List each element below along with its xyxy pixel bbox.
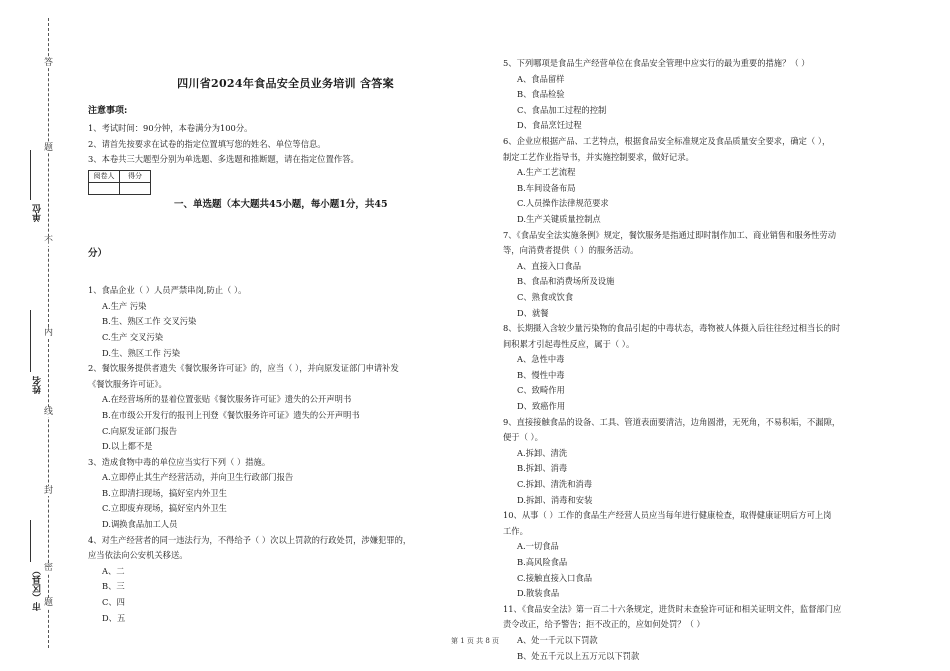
name-label: 姓名	[33, 376, 43, 394]
score-header: 得分	[120, 170, 151, 182]
margin-char-da: 答	[44, 58, 54, 68]
question-stem: 3、造成食物中毒的单位应当实行下列（ ）措施。	[88, 456, 271, 467]
notice-item: 2、请首先按要求在试卷的指定位置填写您的姓名、单位等信息。	[88, 138, 326, 149]
answer-option[interactable]: C、熟食或饮食	[517, 291, 574, 302]
answer-option[interactable]: C.生产 交叉污染	[102, 331, 164, 342]
notice-item: 3、本卷共三大题型分别为单选题、多选题和推断题，请在指定位置作答。	[88, 154, 359, 165]
question-stem: 6、企业应根据产品、工艺特点，根据食品安全标准规定及食品质量安全要求，确定（ ），	[503, 135, 831, 146]
answer-option[interactable]: A、直接入口食品	[517, 260, 582, 271]
answer-option[interactable]: A、处一千元以下罚款	[517, 634, 598, 645]
question-stem: 7、《食品安全法实施条例》规定，餐饮服务是指通过即时制作加工、商业销售和服务性劳动	[503, 229, 837, 240]
question-stem: 11、《食品安全法》第一百二十六条规定，进货时未查验许可证和相关证明文件，监督部门应	[503, 603, 842, 614]
answer-option[interactable]: C.接触直接入口食品	[517, 572, 593, 583]
answer-option[interactable]: B、处五千元以上五万元以下罚款	[517, 650, 640, 661]
question	[503, 321, 908, 415]
score-cell[interactable]	[120, 182, 151, 194]
margin-char-nei: 内	[44, 328, 54, 338]
answer-option[interactable]: B、慢性中毒	[517, 369, 565, 380]
section-title: 一、单选题（本大题共45小题，每小题1分，共45	[174, 198, 388, 210]
question-stem: 工作。	[503, 525, 528, 536]
question-stem: 应当依法向公安机关移送。	[88, 550, 188, 561]
question	[503, 415, 908, 509]
answer-option[interactable]: D.调换食品加工人员	[102, 519, 178, 530]
answer-option[interactable]: C.人员操作法律规范要求	[517, 198, 609, 209]
question	[503, 602, 908, 664]
question-stem: 便于（ ）。	[503, 432, 543, 443]
answer-option[interactable]: D、致癌作用	[517, 401, 566, 412]
question	[503, 508, 908, 602]
question	[88, 533, 483, 627]
answer-option[interactable]: A、急性中毒	[517, 354, 565, 365]
answer-option[interactable]: D、就餐	[517, 307, 549, 318]
answer-option[interactable]: D、五	[102, 612, 126, 623]
answer-option[interactable]: D.以上都不是	[102, 441, 153, 452]
notice-heading: 注意事项:	[88, 105, 128, 116]
answer-option[interactable]: A.生产 污染	[102, 300, 147, 311]
answer-option[interactable]: A.生产工艺流程	[517, 167, 576, 178]
question	[88, 455, 483, 533]
margin-char-bu: 不	[44, 236, 54, 246]
page-footer: 第 1 页 共 8 页	[450, 637, 500, 645]
answer-option[interactable]: B、三	[102, 581, 125, 592]
margin-char-feng: 封	[44, 486, 54, 496]
left-question-list	[88, 283, 483, 626]
question-stem: 制定工艺作业指导书，并实施控制要求，做好记录。	[503, 151, 694, 162]
section-title-cont: 分）	[88, 247, 108, 259]
answer-option[interactable]: C、致畸作用	[517, 385, 565, 396]
score-table	[88, 170, 151, 195]
answer-option[interactable]: D.拆卸、消毒和安装	[517, 494, 593, 505]
right-question-list	[503, 56, 908, 664]
answer-option[interactable]: A.拆卸、清洗	[517, 447, 568, 458]
question	[88, 361, 483, 455]
grader-header: 阅卷人	[89, 170, 120, 182]
answer-option[interactable]: A.立即停止其生产经营活动，并向卫生行政部门报告	[102, 472, 294, 483]
answer-option[interactable]: C.拆卸、清洗和消毒	[517, 479, 593, 490]
page-title: 四川省2024年食品安全员业务培训 含答案	[177, 77, 394, 90]
district-fill-line	[30, 520, 31, 562]
answer-option[interactable]: B.生、熟区工作 交叉污染	[102, 316, 197, 327]
answer-option[interactable]: D、食品烹饪过程	[517, 120, 582, 131]
question-stem: 2、餐饮服务提供者遗失《餐饮服务许可证》的，应当（ ），并向原发证部门申请补发	[88, 363, 399, 374]
question-stem: 《餐饮服务许可证》。	[88, 378, 167, 389]
question	[503, 134, 908, 228]
notice-item: 1、考试时间：90分钟，本卷满分为100分。	[88, 123, 253, 134]
margin-char-bottom: 题	[44, 598, 54, 608]
question-stem: 等，向消费者提供（ ）的服务活动。	[503, 245, 639, 256]
grader-cell[interactable]	[89, 182, 120, 194]
right-column	[503, 56, 908, 664]
unit-label: 单位	[33, 204, 43, 222]
answer-option[interactable]: B、食品检验	[517, 89, 565, 100]
answer-option[interactable]: A.在经营场所的显着位置张贴《餐饮服务许可证》遗失的公开声明书	[102, 394, 352, 405]
answer-option[interactable]: D.散装食品	[517, 588, 560, 599]
question-stem: 10、从事（ ）工作的食品生产经营人员应当每年进行健康检查，取得健康证明后方可上岗	[503, 510, 832, 521]
answer-option[interactable]: D.生产关键质量控制点	[517, 213, 601, 224]
question-stem: 责令改正，给予警告；拒不改正的，应如何处罚？（ ）	[503, 619, 705, 630]
answer-option[interactable]: B.车间设备布局	[517, 182, 576, 193]
district-label: 市（区县）	[33, 566, 43, 611]
question-stem: 4、对生产经营者的同一违法行为，不得给予（ ）次以上罚款的行政处罚，涉嫌犯罪的，	[88, 534, 412, 545]
binding-margin	[0, 0, 70, 671]
answer-option[interactable]: B.立即清扫现场，搞好室内外卫生	[102, 487, 227, 498]
margin-char-xian: 线	[44, 407, 54, 417]
answer-option[interactable]: B.高风险食品	[517, 557, 568, 567]
answer-option[interactable]: A、二	[102, 565, 125, 576]
answer-option[interactable]: B、食品和消费场所及设施	[517, 276, 615, 287]
question-stem: 9、直接接触食品的设备、工具、管道表面要清洁，边角圆滑，无死角，不易积垢，不漏隙，	[503, 416, 841, 427]
question	[503, 56, 908, 134]
answer-option[interactable]: A.一切食品	[517, 541, 559, 552]
margin-char-mi: 密	[44, 563, 54, 573]
answer-option[interactable]: A、食品留样	[517, 73, 565, 84]
answer-option[interactable]: B.拆卸、消毒	[517, 463, 568, 474]
margin-char-ti: 题	[44, 143, 54, 153]
question-stem: 1、食品企业（ ）人员严禁串岗,防止（ ）。	[88, 285, 247, 296]
question-stem: 间积累才引起毒性反应，属于（ ）。	[503, 338, 635, 349]
unit-fill-line	[30, 150, 31, 200]
answer-option[interactable]: B.在市级公开发行的报刊上刊登《餐饮服务许可证》遗失的公开声明书	[102, 409, 360, 420]
score-row	[88, 170, 483, 195]
left-column	[88, 76, 483, 626]
answer-option[interactable]: C、食品加工过程的控制	[517, 104, 607, 115]
question-stem: 8、长期摄入含较少量污染物的食品引起的中毒状态，毒物被人体摄入后往往经过相当长的时	[503, 323, 841, 334]
question	[503, 228, 908, 322]
name-fill-line	[30, 310, 31, 372]
answer-option[interactable]: D.生、熟区工作 污染	[102, 347, 181, 358]
answer-option[interactable]: C.立即废弃现场，搞好室内外卫生	[102, 503, 227, 514]
question-stem: 5、下列哪项是食品生产经营单位在食品安全管理中应实行的最为重要的措施？（ ）	[503, 58, 810, 68]
answer-option[interactable]: C、四	[102, 597, 125, 608]
question	[88, 283, 483, 361]
answer-option[interactable]: C.向原发证部门报告	[102, 425, 178, 436]
